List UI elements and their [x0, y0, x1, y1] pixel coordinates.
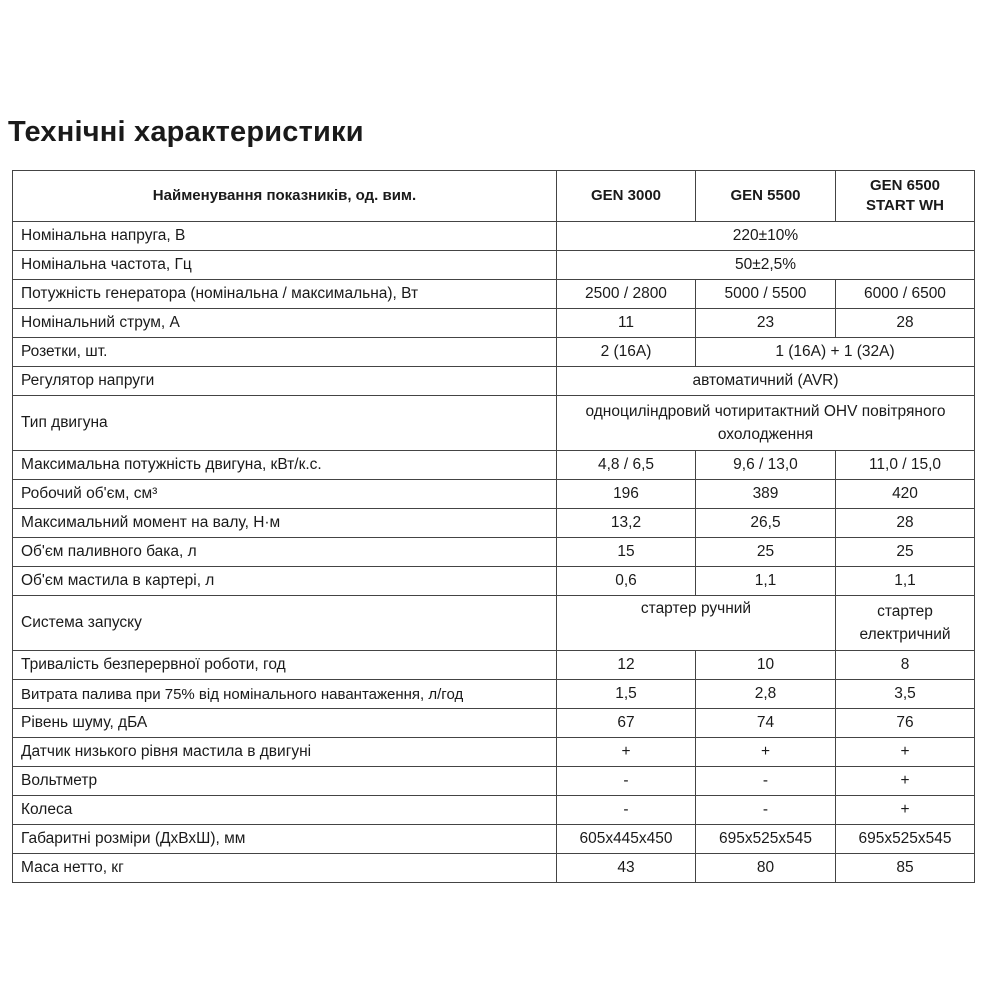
row-label: Номінальний струм, А: [13, 309, 557, 338]
table-row: [13, 738, 975, 767]
table-row: [13, 509, 975, 538]
row-label: Робочий об'єм, см³: [13, 480, 557, 509]
table-row: [13, 309, 975, 338]
row-label: Тривалість безперервної роботи, год: [13, 651, 557, 680]
cell-value: 389: [696, 480, 836, 509]
cell-value: стартер електричний: [836, 596, 975, 651]
cell-value: 695x525x545: [696, 825, 836, 854]
cell-value: -: [696, 796, 836, 825]
cell-value: 26,5: [696, 509, 836, 538]
cell-value: 420: [836, 480, 975, 509]
table-row: [13, 825, 975, 854]
page-title: Технічні характеристики: [8, 116, 364, 148]
cell-value: 2500 / 2800: [557, 280, 696, 309]
cell-value: -: [696, 767, 836, 796]
header-model-gen-3000: GEN 3000: [557, 171, 696, 222]
row-label: Номінальна частота, Гц: [13, 251, 557, 280]
cell-value: 15: [557, 538, 696, 567]
table-row: [13, 796, 975, 825]
cell-value: 2 (16А): [557, 338, 696, 367]
cell-value: +: [696, 738, 836, 767]
cell-value: 28: [836, 309, 975, 338]
cell-value: 6000 / 6500: [836, 280, 975, 309]
cell-value: 1,5: [557, 680, 696, 709]
row-label: Номінальна напруга, В: [13, 222, 557, 251]
cell-value: 76: [836, 709, 975, 738]
row-label: Датчик низького рівня мастила в двигуні: [13, 738, 557, 767]
row-label: Регулятор напруги: [13, 367, 557, 396]
table-row: [13, 680, 975, 709]
cell-value: 196: [557, 480, 696, 509]
table-row: [13, 367, 975, 396]
row-label: Витрата палива при 75% від номінального навантаження, л/год: [13, 680, 557, 709]
row-label: Об'єм мастила в картері, л: [13, 567, 557, 596]
cell-value: 43: [557, 854, 696, 883]
row-label: Об'єм паливного бака, л: [13, 538, 557, 567]
cell-value: 80: [696, 854, 836, 883]
cell-value: 695x525x545: [836, 825, 975, 854]
table-row: [13, 396, 975, 451]
table-row: [13, 338, 975, 367]
table-row: [13, 480, 975, 509]
cell-value: 28: [836, 509, 975, 538]
table-row: [13, 222, 975, 251]
table-row: [13, 854, 975, 883]
cell-value: 10: [696, 651, 836, 680]
cell-value: одноциліндровий чотиритактний OHV повітряного охолодження: [557, 396, 975, 451]
table-row: [13, 451, 975, 480]
table-row: [13, 567, 975, 596]
cell-value: 12: [557, 651, 696, 680]
cell-value: 67: [557, 709, 696, 738]
row-label: Система запуску: [13, 596, 557, 651]
cell-value: 74: [696, 709, 836, 738]
cell-value: 50±2,5%: [557, 251, 975, 280]
row-label: Максимальний момент на валу, Н·м: [13, 509, 557, 538]
cell-value: +: [836, 738, 975, 767]
row-label: Маса нетто, кг: [13, 854, 557, 883]
row-label: Рівень шуму, дБА: [13, 709, 557, 738]
specifications-table: [12, 170, 975, 883]
cell-value: +: [836, 767, 975, 796]
table-row: [13, 767, 975, 796]
header-model-gen-5500: GEN 5500: [696, 171, 836, 222]
table-row: [13, 251, 975, 280]
cell-value: 8: [836, 651, 975, 680]
cell-value: 9,6 / 13,0: [696, 451, 836, 480]
cell-value: стартер ручний: [557, 596, 836, 651]
cell-value: 220±10%: [557, 222, 975, 251]
header-model-gen-6500: GEN 6500 START WH: [836, 171, 975, 222]
row-label: Тип двигуна: [13, 396, 557, 451]
row-label: Габаритні розміри (ДхВхШ), мм: [13, 825, 557, 854]
header-parameter-name: Найменування показників, од. вим.: [13, 171, 557, 222]
table-row: [13, 538, 975, 567]
table-row: [13, 651, 975, 680]
row-label: Потужність генератора (номінальна / максимальна), Вт: [13, 280, 557, 309]
row-label: Колеса: [13, 796, 557, 825]
cell-value: 2,8: [696, 680, 836, 709]
cell-value: 3,5: [836, 680, 975, 709]
cell-value: -: [557, 767, 696, 796]
row-label: Максимальна потужність двигуна, кВт/к.с.: [13, 451, 557, 480]
table-row: [13, 280, 975, 309]
cell-value: 1 (16А) + 1 (32А): [696, 338, 975, 367]
cell-value: 1,1: [836, 567, 975, 596]
cell-value: 11: [557, 309, 696, 338]
cell-value: 605x445x450: [557, 825, 696, 854]
cell-value: +: [557, 738, 696, 767]
table-row: [13, 596, 975, 651]
cell-value: автоматичний (AVR): [557, 367, 975, 396]
cell-value: 1,1: [696, 567, 836, 596]
cell-value: 13,2: [557, 509, 696, 538]
cell-value: 5000 / 5500: [696, 280, 836, 309]
cell-value: 23: [696, 309, 836, 338]
cell-value: +: [836, 796, 975, 825]
cell-value: 25: [836, 538, 975, 567]
cell-value: -: [557, 796, 696, 825]
cell-value: 25: [696, 538, 836, 567]
row-label: Розетки, шт.: [13, 338, 557, 367]
cell-value: 4,8 / 6,5: [557, 451, 696, 480]
cell-value: 0,6: [557, 567, 696, 596]
cell-value: 11,0 / 15,0: [836, 451, 975, 480]
table-header-row: [13, 171, 975, 222]
row-label: Вольтметр: [13, 767, 557, 796]
cell-value: 85: [836, 854, 975, 883]
table-row: [13, 709, 975, 738]
